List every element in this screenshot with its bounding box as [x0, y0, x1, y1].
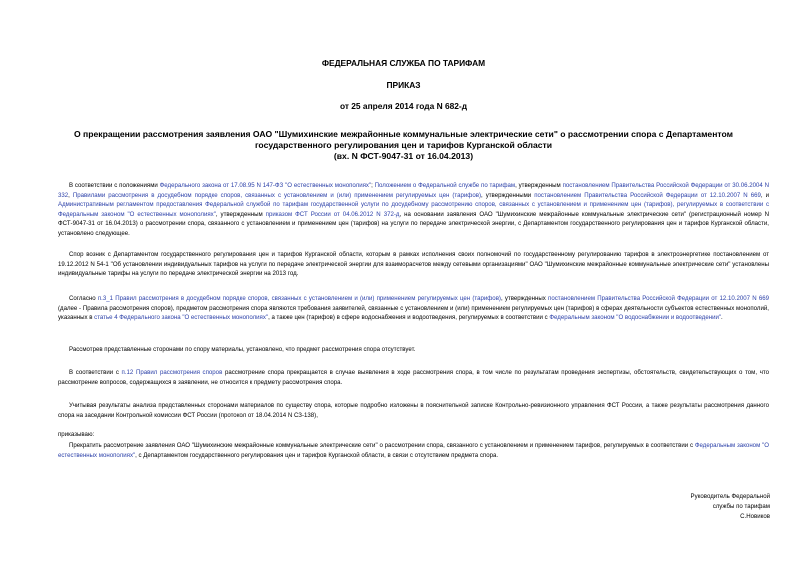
- text-run: , утвержденных: [500, 295, 549, 302]
- doc-title-line-1: О прекращении рассмотрения заявления ОАО "Шумихинские межрайонные коммунальные электрические сети" о рассмотрении спора с Департаментом: [73, 129, 733, 139]
- doc-title-line-3: (вх. N ФСТ-9047-31 от 16.04.2013): [333, 151, 474, 161]
- text-run: В соответствии с положениями: [69, 182, 160, 189]
- signature-line-1: Руководитель Федеральной: [690, 493, 770, 500]
- text-run: , утвержденным: [515, 182, 563, 189]
- link-admin-regulation[interactable]: Административным регламентом предоставления Федеральной службой по тарифам государственной услуги по досудебному рассмотрению споров, связанных с установлением и применением цен (тарифов), регулируемых в соответствии с Федеральным законом "О естественных монополиях": [58, 201, 769, 218]
- signature-line-3: С.Новиков: [740, 513, 770, 520]
- doc-title: [30, 129, 777, 162]
- link-dispute-rules-short[interactable]: Правил рассмотрения споров: [135, 369, 223, 376]
- link-fst-regulation[interactable]: Положением о Федеральной службе по тарифам: [374, 182, 516, 189]
- link-decree-669[interactable]: постановлением Правительства Российской Федерации от 12.10.2007 N 669: [548, 295, 769, 302]
- link-article-4[interactable]: статье 4 Федерального закона "О естественных монополиях": [94, 314, 269, 322]
- text-run: Согласно: [69, 295, 98, 302]
- link-water-law[interactable]: Федеральным законом "О водоснабжении и водоотведении": [549, 314, 722, 322]
- signature-line-2: службы по тарифам: [712, 503, 770, 510]
- text-run: (далее - Правила рассмотрения споров), предметом рассмотрения спора являются требования заявителей, связанные с установлением и (или) применением регулируемых цен (тарифов) в сферах деятельности субъектов естественных монополий, указанных в: [58, 304, 769, 322]
- paragraph-7: приказываю:: [58, 431, 95, 438]
- agency-name: ФЕДЕРАЛЬНАЯ СЛУЖБА ПО ТАРИФАМ: [321, 58, 486, 68]
- text-run: , на основании заявления ОАО "Шумихинские межрайонные коммунальные электрические сети" (регистрационный номер N ФСТ-9047-31 от 16.04.2013) о рассмотрении спора, связанного с установлением и применением цен (тарифов) на услуги по передаче электрической энергии, с Департаментом государственного регулирования цен и тарифов Курганской области, установлено следующее.: [58, 210, 769, 237]
- doc-date-number: от 25 апреля 2014 года N 682-д: [339, 101, 468, 111]
- text-run: , утвержденным: [215, 210, 266, 218]
- paragraph-2: Спор возник с Департаментом государственного регулирования цен и тарифов Курганской области, которым в рамках исполнения своих полномочий по государственному регулированию тарифов в электроэнергетике постановлением от 19.12.2012 N 54-1 "Об установлении индивидуальных тарифов на услуги по передаче электрической энергии для взаиморасчетов между сетевыми организациями" ОАО "Шумихинские межрайонные коммунальные электрические сети" установлены индивидуальные тарифы на услуги по передаче электрической энергии на 2013 год.: [58, 251, 769, 278]
- link-dispute-rules[interactable]: Правилами рассмотрения в досудебном порядке споров, связанных с установлением и (или) применением регулируемых цен (тарифов): [72, 191, 481, 199]
- paragraph-6: Учитывая результаты анализа представленных сторонами материалов по существу спора, которые подробно изложены в пояснительной записке Контрольно-ревизионного управления ФСТ России, а также результаты рассмотрения данного спора на заседании Контрольной комиссии ФСТ России (протокол от 18.04.2014 N СЗ-138),: [58, 402, 769, 419]
- text-run: , а также цен (тарифов) в сфере водоснабжения и водоотведения, регулируемых в соответствии с: [268, 314, 550, 322]
- link-decree-332[interactable]: постановлением Правительства Российской Федерации от 30.06.2004 N 332: [58, 182, 769, 199]
- paragraph-8: [58, 441, 769, 460]
- doc-type: ПРИКАЗ: [386, 80, 421, 90]
- paragraph-3: [58, 294, 769, 323]
- link-decree-669[interactable]: постановлением Правительства Российской Федерации от 12.10.2007 N 669: [534, 191, 761, 199]
- link-rules-p3-1[interactable]: п.3_1 Правил рассмотрения в досудебном порядке споров, связанных с установлением и (или) применением регулируемых цен (тарифов): [97, 295, 501, 302]
- link-law-147[interactable]: Федерального закона от 17.08.95 N 147-ФЗ "О естественных монополиях": [159, 182, 372, 189]
- text-run: В соответствии с: [69, 369, 122, 376]
- text-run: .: [721, 314, 723, 322]
- signature-block: [560, 492, 770, 522]
- paragraph-1: [58, 181, 769, 239]
- doc-title-line-2: государственного регулирования цен и тарифов Курганской области: [254, 140, 553, 150]
- text-run: Прекратить рассмотрение заявления ОАО "Шумихинские межрайонные коммунальные электрические сети" о рассмотрении спора, связанного с установлением и применением тарифов, регулируемых в соответствии с: [69, 442, 695, 449]
- text-run: ;: [371, 182, 375, 189]
- text-run: , утвержденными: [480, 191, 535, 199]
- text-run: , и: [760, 191, 769, 199]
- link-order-372[interactable]: приказом ФСТ России от 04.06.2012 N 372-д: [265, 210, 400, 218]
- text-run: , с Департаментом государственного регулирования цен и тарифов Курганской области, в связи с отсутствием предмета спора.: [135, 451, 499, 459]
- link-law-natural-monopolies[interactable]: Федеральным законом "О естественных монополиях": [58, 442, 769, 459]
- text-run: ,: [68, 191, 73, 199]
- link-p12[interactable]: п.12: [121, 369, 134, 376]
- paragraph-4: Рассмотрев представленные сторонами по спору материалы, установлено, что предмет рассмотрения спора отсутствует.: [69, 346, 416, 353]
- text-run: рассмотрение спора прекращается в случае выявления в ходе рассмотрения спора, в том числе по результатам проведения экспертизы, обстоятельств, свидетельствующих о том, что рассмотрение вопросов, содержащихся в заявлении, не относится к предмету рассмотрения спора.: [58, 369, 769, 386]
- paragraph-5: [58, 368, 769, 387]
